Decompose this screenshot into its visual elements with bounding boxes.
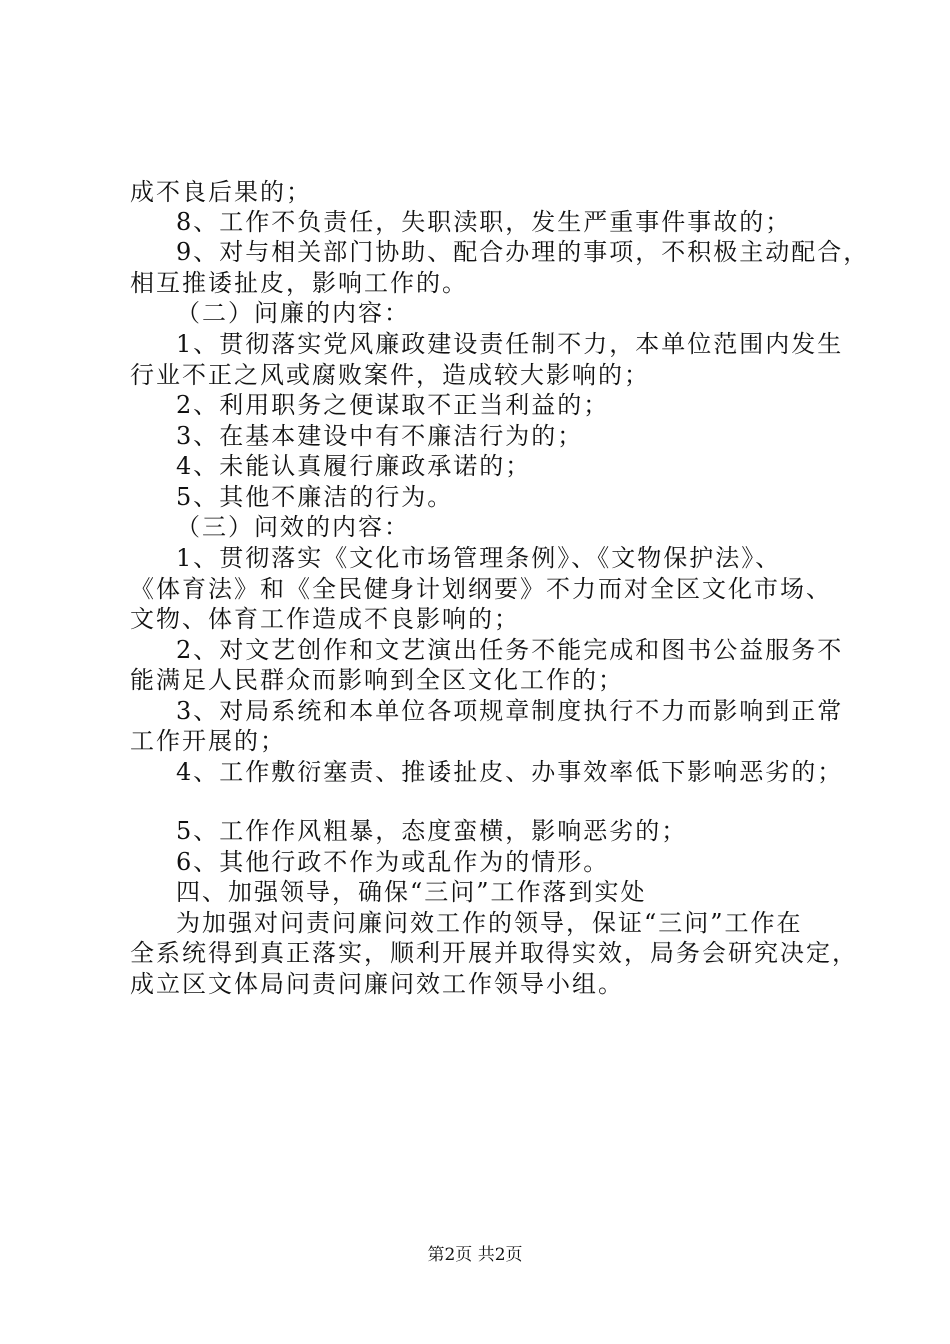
text-line: 5、工作作风粗暴，态度蛮横，影响恶劣的； <box>176 817 688 845</box>
text-line: 工作开展的； <box>130 727 286 755</box>
text-line: 行业不正之风或腐败案件，造成较大影响的； <box>130 361 650 389</box>
text-line: 8、工作不负责任，失职渎职，发生严重事件事故的； <box>176 208 792 236</box>
text-line: 全系统得到真正落实，顺利开展并取得实效，局务会研究决定， <box>130 939 858 967</box>
text-line: 《体育法》和《全民健身计划纲要》不力而对全区文化市场、 <box>130 575 832 603</box>
text-line: 3、对局系统和本单位各项规章制度执行不力而影响到正常 <box>176 697 844 725</box>
text-line: 3、在基本建设中有不廉洁行为的； <box>176 422 584 450</box>
text-line: 能满足人民群众而影响到全区文化工作的； <box>130 666 624 694</box>
text-line: 1、贯彻落实党风廉政建设责任制不力，本单位范围内发生 <box>176 330 844 358</box>
text-line: 1、贯彻落实《文化市场管理条例》、《文物保护法》、 <box>176 544 782 572</box>
text-line: 成不良后果的； <box>130 178 312 206</box>
text-line: 为加强对问责问廉问效工作的领导，保证“三问”工作在 <box>176 909 803 937</box>
section-heading: （三）问效的内容： <box>176 513 410 541</box>
section-heading: （二）问廉的内容： <box>176 299 410 327</box>
text-line: 2、利用职务之便谋取不正当利益的； <box>176 391 610 419</box>
text-line: 文物、体育工作造成不良影响的； <box>130 605 520 633</box>
text-line: 成立区文体局问责问廉问效工作领导小组。 <box>130 970 624 998</box>
text-line: 4、工作敷衍塞责、推诿扯皮、办事效率低下影响恶劣的； <box>176 758 844 786</box>
page-footer: 第2页 共2页 <box>427 1245 523 1265</box>
text-line: 相互推诿扯皮，影响工作的。 <box>130 269 468 297</box>
text-line: 6、其他行政不作为或乱作为的情形。 <box>176 848 610 876</box>
text-line: 9、对与相关部门协助、配合办理的事项，不积极主动配合， <box>176 238 870 266</box>
text-line: 2、对文艺创作和文艺演出任务不能完成和图书公益服务不 <box>176 636 844 664</box>
text-line: 4、未能认真履行廉政承诺的； <box>176 452 532 480</box>
section-heading: 四、加强领导，确保“三问”工作落到实处 <box>176 878 647 906</box>
text-line: 5、其他不廉洁的行为。 <box>176 483 454 511</box>
